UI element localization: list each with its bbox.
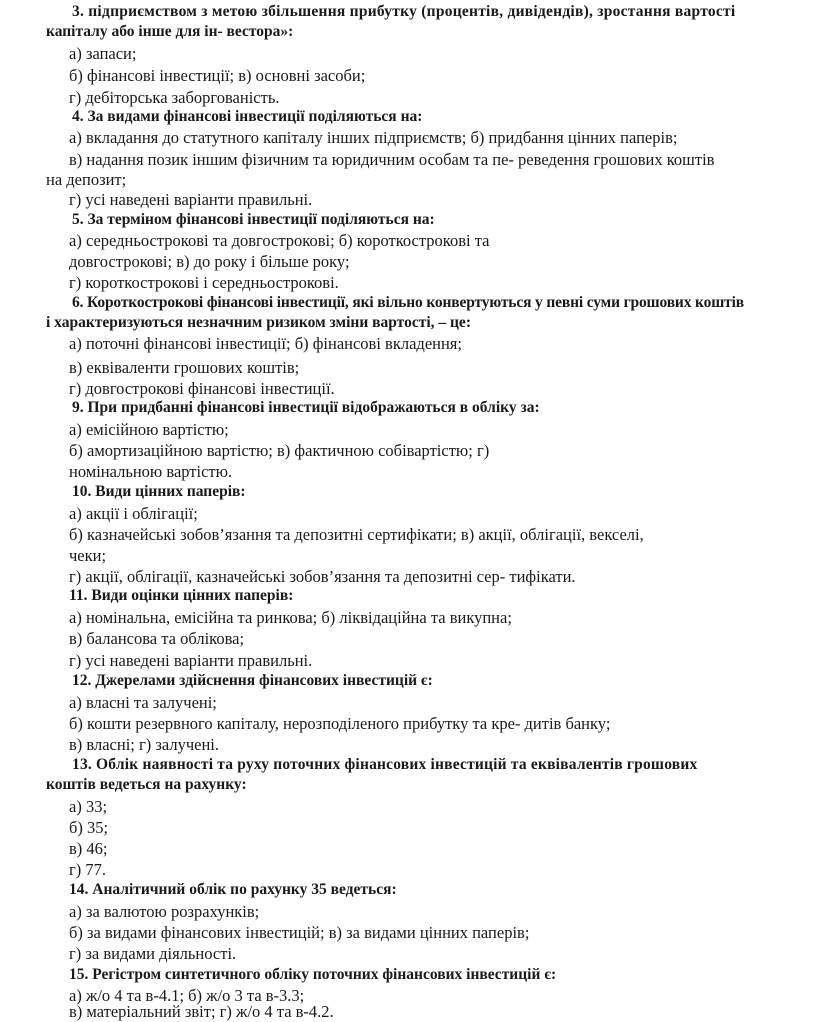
answer-line: в) еквіваленти грошових коштів; [69, 358, 300, 377]
answer-line: в) власні; г) залучені. [69, 735, 220, 754]
question-9: 9. При придбанні фінансові інвестиції відображаються в обліку за: [72, 399, 540, 416]
answer-line: а) номінальна, емісійна та ринкова; б) ліквідаційна та викупна; [69, 608, 512, 627]
answer-line: г) 77. [69, 860, 107, 879]
question-14: 14. Аналітичний облік по рахунку 35 ведеться: [69, 881, 397, 898]
answer-line: в) 46; [69, 839, 108, 858]
answer-line: г) довгострокові фінансові інвестиції. [69, 379, 335, 398]
answer-line: а) середньострокові та довгострокові; б) короткострокові та [69, 231, 490, 250]
answer-line: г) усі наведені варіанти правильні. [69, 190, 313, 209]
answer-line: а) емісійною вартістю; [69, 420, 229, 439]
answer-line: в) надання позик іншим фізичним та юридичним особам та пе- реведення грошових коштів [69, 150, 715, 169]
question-13-line-2: коштів ведеться на рахунку: [46, 776, 247, 793]
answer-line: г) короткострокові і середньострокові. [69, 273, 339, 292]
answer-line: номінальною вартістю. [69, 462, 233, 481]
question-12: 12. Джерелами здійснення фінансових інвестицій є: [72, 672, 433, 689]
question-15: 15. Регістром синтетичного обліку поточних фінансових інвестицій є: [69, 966, 557, 983]
answer-line: в) балансова та облікова; [69, 629, 245, 648]
question-13-line-1: 13. Облік наявності та руху поточних фінансових інвестицій та еквівалентів грошових [72, 756, 698, 773]
answer-line: а) 33; [69, 797, 108, 816]
answer-line: б) амортизаційною вартістю; в) фактичною собівартістю; г) [69, 441, 490, 460]
answer-line: г) за видами діяльності. [69, 944, 237, 963]
question-5: 5. За терміном фінансові інвестиції поділяються на: [72, 211, 435, 228]
answer-line: а) акції і облігації; [69, 504, 198, 523]
answer-line: на депозит; [46, 170, 127, 189]
question-10: 10. Види цінних паперів: [72, 483, 246, 500]
answer-line: а) поточні фінансові інвестиції; б) фінансові вкладення; [69, 334, 462, 353]
answer-line: б) фінансові інвестиції; в) основні засоби; [69, 66, 366, 85]
answer-line: а) вкладання до статутного капіталу інших підприємств; б) придбання цінних паперів; [69, 128, 678, 147]
question-6-line-2: і характеризуються незначним ризиком зміни вартості, – це: [46, 314, 471, 331]
answer-line: а) ж/о 4 та в-4.1; б) ж/о 3 та в-3.3; [69, 986, 305, 1005]
answer-line: б) кошти резервного капіталу, нерозподіленого прибутку та кре- дитів банку; [69, 714, 611, 733]
answer-line: а) за валютою розрахунків; [69, 902, 260, 921]
answer-line: г) акції, облігації, казначейські зобов’язання та депозитні сер- тифікати. [69, 567, 576, 586]
answer-line: довгострокові; в) до року і більше року; [69, 252, 350, 271]
answer-line: в) матеріальний звіт; г) ж/о 4 та в-4.2. [69, 1002, 334, 1021]
answer-line: а) запаси; [69, 44, 137, 63]
question-3-line-1: 3. підприємством з метою збільшення прибутку (процентів, дивідендів), зростання вартості [72, 3, 736, 20]
answer-line: г) усі наведені варіанти правильні. [69, 651, 313, 670]
question-11: 11. Види оцінки цінних паперів: [69, 587, 294, 604]
question-4: 4. За видами фінансові інвестиції поділяються на: [72, 108, 423, 125]
answer-line: б) за видами фінансових інвестицій; в) за видами цінних паперів; [69, 923, 530, 942]
answer-line: б) казначейські зобов’язання та депозитні сертифікати; в) акції, облігації, векселі, [69, 525, 644, 544]
question-6-line-1: 6. Короткострокові фінансові інвестиції, які вільно конвертуються у певні суми грошових коштів [72, 294, 744, 311]
answer-line: б) 35; [69, 818, 109, 837]
answer-line: а) власні та залучені; [69, 693, 217, 712]
answer-line: чеки; [69, 546, 107, 565]
question-3-line-2: капіталу або інше для ін- вестора»: [46, 23, 294, 40]
answer-line: г) дебіторська заборгованість. [69, 88, 280, 107]
